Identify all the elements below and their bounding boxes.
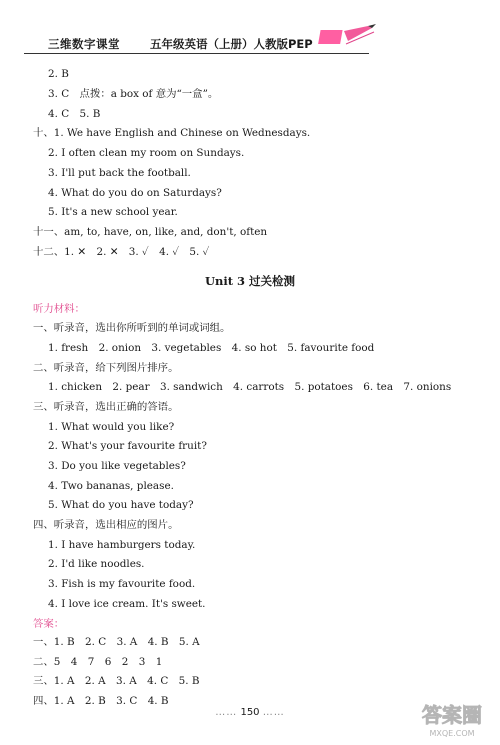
text-line: 2. I'd like noodles.	[48, 558, 145, 570]
text-line: 2. B	[48, 68, 69, 80]
text-line: 3. I'll put back the football.	[48, 167, 191, 179]
text-line: 1. What would you like?	[48, 421, 175, 433]
text-line: 1. chicken 2. pear 3. sandwich 4. carrots 5. potatoes 6. tea 7. onions	[48, 381, 452, 393]
text-line: 三、听录音，选出正确的答语。	[33, 401, 179, 413]
text-line: 1. I have hamburgers today.	[48, 539, 196, 551]
text-line: 一、1. B 2. C 3. A 4. B 5. A	[33, 636, 200, 648]
page-header	[0, 0, 500, 60]
text-line: 5. It's a new school year.	[48, 206, 178, 218]
text-line: 3. C 点拨：a box of 意为“一盒”。	[48, 88, 219, 100]
text-line: 3. Fish is my favourite food.	[48, 578, 196, 590]
page-footer: …… 150 ……	[215, 707, 285, 718]
text-line: 二、5 4 7 6 2 3 1	[33, 656, 163, 668]
watermark-text: 答案圈	[422, 703, 482, 727]
text-line: 四、听录音，选出相应的图片。	[33, 519, 179, 531]
answer-label: 答案：	[33, 618, 65, 630]
text-line: 四、1. A 2. B 3. C 4. B	[33, 695, 169, 707]
listening-label: 听力材料：	[33, 303, 85, 315]
page-number: 150	[240, 707, 260, 718]
section-title: Unit 3 过关检测	[204, 274, 296, 288]
header-book-series: 三维数字课堂	[48, 37, 120, 51]
header-book-title: 五年级英语（上册）人教版PEP	[150, 37, 313, 51]
text-line: 十、1. We have English and Chinese on Wednesdays.	[33, 127, 311, 139]
text-line: 4. What do you do on Saturdays?	[48, 187, 222, 199]
watermark-logo	[412, 700, 492, 740]
text-line: 2. I often clean my room on Sundays.	[48, 147, 245, 159]
text-line: 十一、am, to, have, on, like, and, don't, often	[33, 226, 268, 238]
text-line: 1. fresh 2. onion 3. vegetables 4. so hot 5. favourite food	[48, 342, 375, 354]
text-line: 三、1. A 2. A 3. A 4. C 5. B	[33, 675, 200, 687]
text-line: 4. I love ice cream. It's sweet.	[48, 598, 206, 610]
text-line: 3. Do you like vegetables?	[48, 460, 186, 472]
watermark-url: MXQE.COM	[429, 729, 475, 738]
text-line: 二、听录音，给下列图片排序。	[33, 362, 179, 374]
pencil-icon	[318, 22, 378, 50]
text-line: 5. What do you have today?	[48, 499, 194, 511]
text-line: 4. Two bananas, please.	[48, 480, 174, 492]
text-line: 2. What's your favourite fruit?	[48, 440, 207, 452]
text-line: 4. C 5. B	[48, 108, 101, 120]
text-line: 一、听录音，选出你所听到的单词或词组。	[33, 322, 231, 334]
header-rule	[24, 53, 369, 54]
text-line: 十二、1. ✕ 2. ✕ 3. ✓ 4. ✓ 5. ✓	[33, 246, 210, 258]
